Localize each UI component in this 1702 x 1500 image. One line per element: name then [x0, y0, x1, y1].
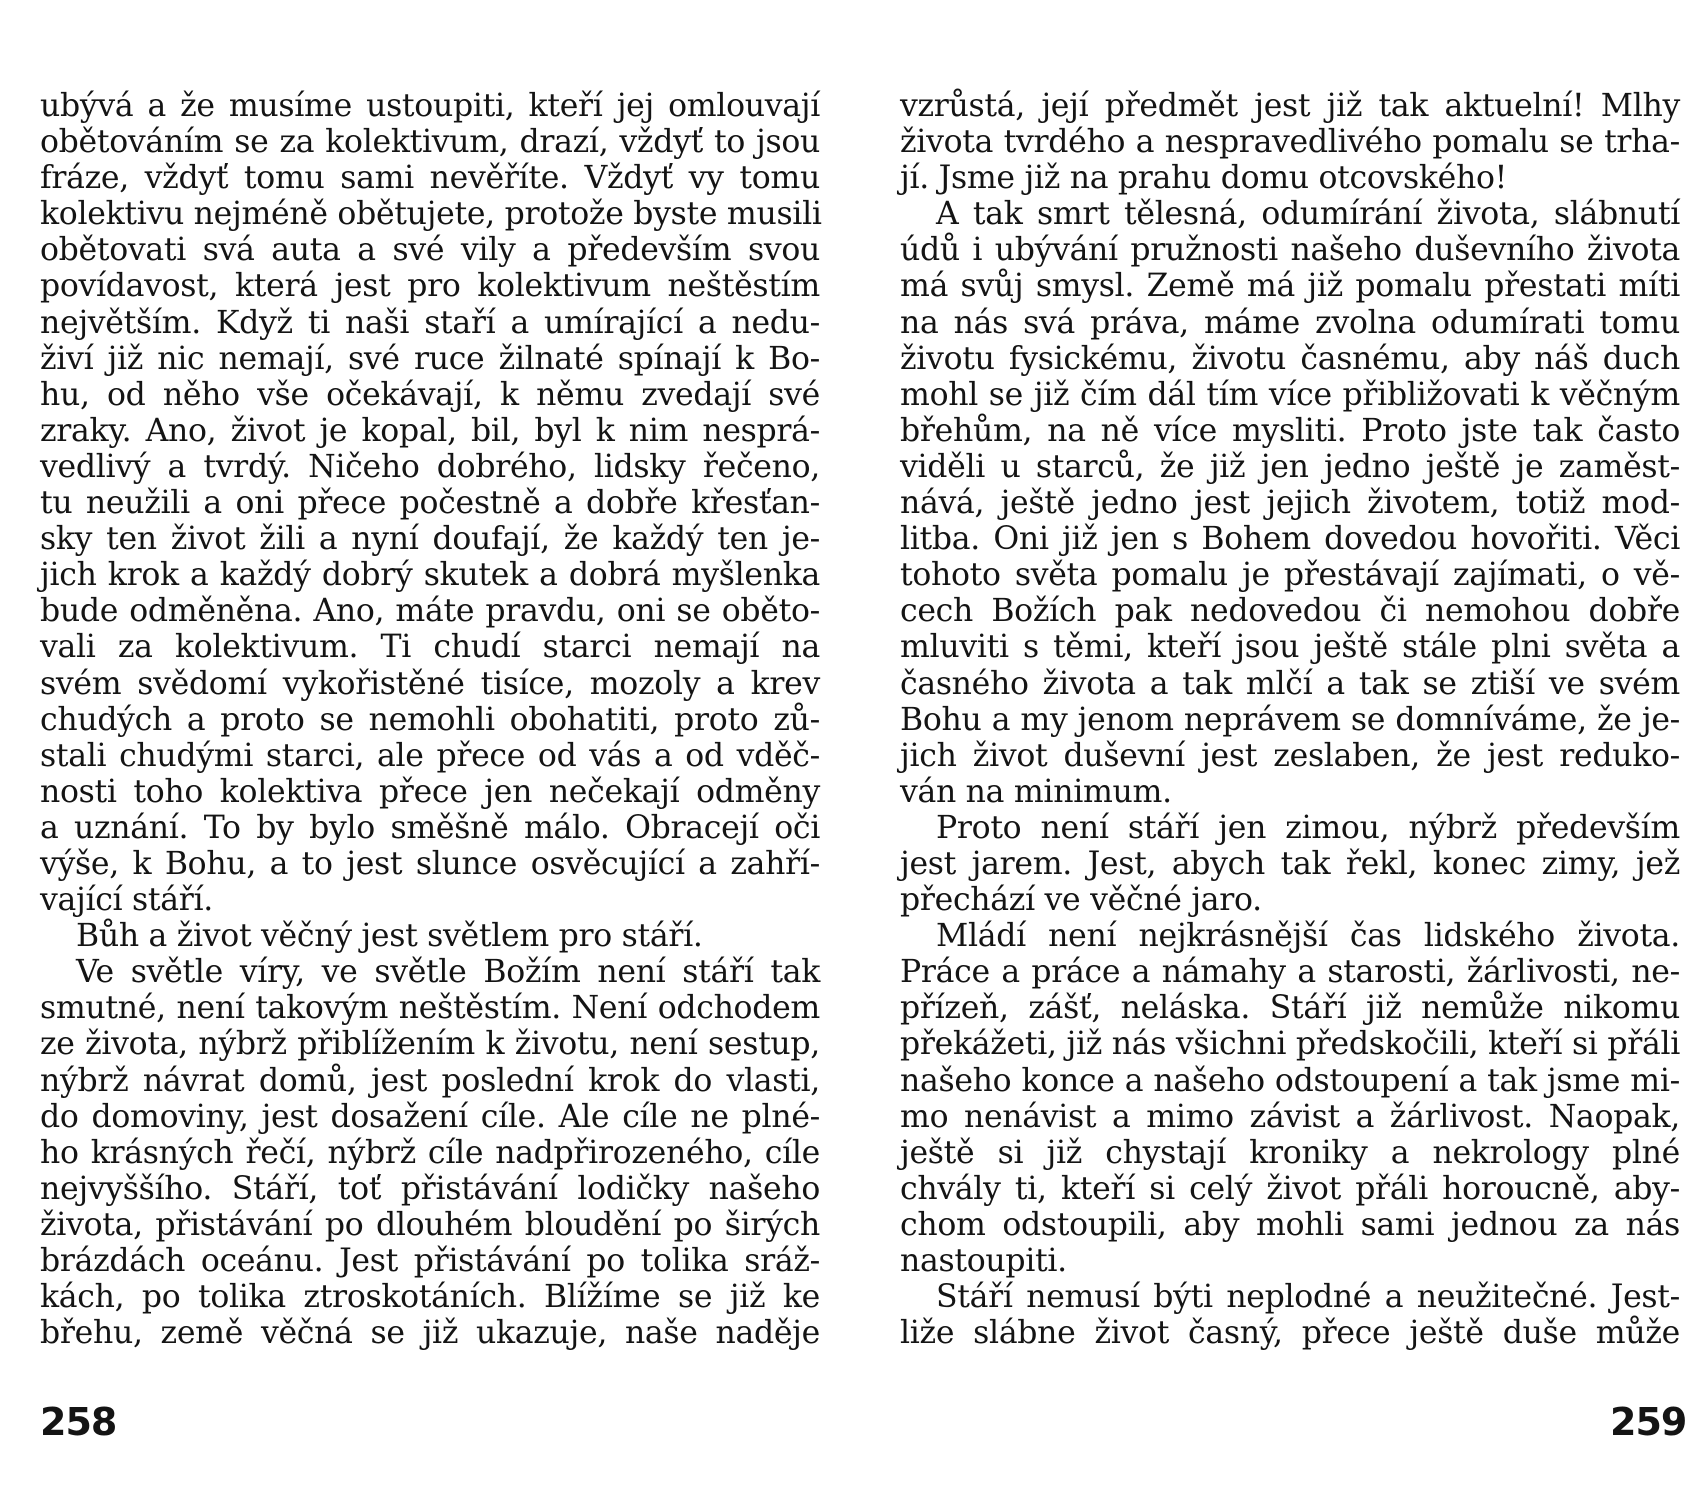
- text-line: obětovati svá auta a své vily a především svou: [40, 232, 820, 269]
- text-line: ho krásných řečí, nýbrž cíle nadpřirozeného, cíle: [40, 1134, 820, 1171]
- text-line: Ve světle víry, ve světle Božím není stáří tak: [76, 954, 820, 991]
- text-line: viděli u starců, že již jen jedno ještě je zaměst-: [900, 448, 1680, 485]
- text-line: vající stáří.: [40, 882, 213, 919]
- text-line: Práce a práce a námahy a starosti, žárlivosti, ne-: [900, 954, 1680, 991]
- text-line: údů i ubývání pružnosti našeho duševního života: [900, 232, 1680, 269]
- text-line: liže slábne život časný, přece ještě duše může: [900, 1315, 1680, 1352]
- page-number-right: 259: [1610, 1400, 1687, 1444]
- text-line: jest jarem. Jest, abych tak řekl, konec zimy, jež: [900, 845, 1680, 882]
- left-page-text: [40, 88, 820, 1351]
- text-line: jich život duševní jest zeslaben, že jest reduko-: [900, 737, 1680, 774]
- text-line: litba. Oni již jen s Bohem dovedou hovořiti. Věci: [900, 521, 1680, 558]
- text-line: břehu, země věčná se již ukazuje, naše naděje: [40, 1315, 820, 1352]
- text-line: tu neužili a oni přece počestně a dobře křesťan-: [40, 485, 820, 522]
- text-line: Stáří nemusí býti neplodné a neužitečné. Jest-: [936, 1279, 1680, 1316]
- text-line: života, přistávání po dlouhém bloudění po širých: [40, 1206, 820, 1243]
- text-line: zraky. Ano, život je kopal, bil, byl k nim nesprá-: [40, 412, 820, 449]
- text-line: hu, od něho vše očekávají, k němu zvedají své: [40, 376, 820, 413]
- text-line: ze života, nýbrž přiblížením k životu, není sestup,: [40, 1026, 820, 1063]
- text-line: sky ten život žili a nyní doufají, že každý ten je-: [40, 521, 820, 558]
- text-line: přízeň, zášť, neláska. Stáří již nemůže nikomu: [900, 990, 1680, 1027]
- text-line: chvály ti, kteří si celý život přáli horoucně, aby-: [900, 1170, 1680, 1207]
- text-line: stali chudými starci, ale přece od vás a od vděč-: [40, 737, 820, 774]
- text-line: našeho konce a našeho odstoupení a tak jsme mi-: [900, 1062, 1680, 1099]
- text-line: chom odstoupili, aby mohli sami jednou za nás: [900, 1206, 1680, 1243]
- text-line: vali za kolektivum. Ti chudí starci nemají na: [40, 629, 820, 666]
- text-line: cech Božích pak nedovedou či nemohou dobře: [900, 593, 1680, 630]
- text-line: svém svědomí vykořistěné tisíce, mozoly a krev: [40, 665, 820, 702]
- text-line: živí již nic nemají, své ruce žilnaté spínají k Bo-: [40, 340, 820, 377]
- text-line: ubývá a že musíme ustoupiti, kteří jej omlouvají: [40, 88, 820, 124]
- text-line: mluviti s těmi, kteří jsou ještě stále plni světa a: [900, 629, 1680, 666]
- text-line: nejvyššího. Stáří, toť přistávání lodičky našeho: [40, 1170, 820, 1207]
- text-line: přechází ve věčné jaro.: [900, 882, 1262, 919]
- text-line: Proto není stáří jen zimou, nýbrž především: [936, 809, 1680, 846]
- text-line: nastoupiti.: [900, 1243, 1067, 1279]
- text-line: života tvrdého a nespravedlivého pomalu se trha-: [900, 124, 1680, 161]
- text-line: výše, k Bohu, a to jest slunce osvěcující a zahří-: [40, 845, 820, 882]
- text-line: jich krok a každý dobrý skutek a dobrá myšlenka: [40, 557, 820, 594]
- text-line: smutné, není takovým neštěstím. Není odchodem: [40, 990, 820, 1027]
- text-line: břehům, na ně více mysliti. Proto jste tak často: [900, 412, 1680, 449]
- text-line: tohoto světa pomalu je přestávají zajímati, o vě-: [900, 557, 1680, 594]
- text-line: nosti toho kolektiva přece jen nečekají odměny: [40, 773, 820, 810]
- text-line: a uznání. To by bylo směšně málo. Obracejí oči: [40, 809, 820, 846]
- text-line: kách, po tolika ztroskotáních. Blížíme se již ke: [40, 1279, 820, 1316]
- right-page-text: [900, 88, 1680, 1351]
- text-line: mo nenávist a mimo závist a žárlivost. Naopak,: [900, 1098, 1680, 1135]
- page-number-left: 258: [40, 1400, 117, 1444]
- text-line: povídavost, která jest pro kolektivum neštěstím: [40, 268, 820, 305]
- text-line: A tak smrt tělesná, odumírání života, slábnutí: [936, 196, 1680, 233]
- text-line: obětováním se za kolektivum, drazí, vždyť to jsou: [40, 124, 820, 161]
- text-line: nýbrž návrat domů, jest poslední krok do vlasti,: [40, 1062, 820, 1099]
- text-line: brázdách oceánu. Jest přistávání po tolika sráž-: [40, 1243, 820, 1279]
- text-line: časného života a tak mlčí a tak se ztiší ve svém: [900, 665, 1680, 702]
- text-line: kolektivu nejméně obětujete, protože byste musili: [40, 196, 822, 233]
- text-line: fráze, vždyť tomu sami nevěříte. Vždyť vy tomu: [40, 160, 820, 197]
- text-line: na nás svá práva, máme zvolna odumírati tomu: [900, 304, 1680, 341]
- text-line: Bůh a život věčný jest světlem pro stáří.: [76, 918, 703, 955]
- text-line: mohl se již čím dál tím více přibližovati k věčným: [900, 376, 1680, 413]
- text-line: vzrůstá, její předmět jest již tak aktuelní! Mlhy: [900, 88, 1680, 124]
- text-line: jí. Jsme již na prahu domu otcovského!: [900, 160, 1508, 197]
- text-line: Bohu a my jenom neprávem se domníváme, že je-: [900, 701, 1680, 738]
- text-line: ván na minimum.: [900, 773, 1172, 810]
- text-line: nává, ještě jedno jest jejich životem, totiž mod-: [900, 485, 1680, 522]
- text-line: překážeti, již nás všichni předskočili, kteří si přáli: [900, 1026, 1680, 1063]
- text-line: Mládí není nejkrásnější čas lidského života.: [936, 918, 1680, 955]
- text-line: životu fysickému, životu časnému, aby náš duch: [900, 340, 1680, 377]
- text-line: vedlivý a tvrdý. Ničeho dobrého, lidsky řečeno,: [40, 448, 820, 485]
- text-line: do domoviny, jest dosažení cíle. Ale cíle ne plné-: [40, 1098, 820, 1135]
- text-line: má svůj smysl. Země má již pomalu přestati míti: [900, 268, 1680, 305]
- text-line: bude odměněna. Ano, máte pravdu, oni se oběto-: [40, 593, 820, 630]
- text-line: chudých a proto se nemohli obohatiti, proto zů-: [40, 701, 820, 738]
- text-line: největším. Když ti naši staří a umírající a nedu-: [40, 304, 820, 341]
- text-line: ještě si již chystají kroniky a nekrology plné: [900, 1134, 1680, 1171]
